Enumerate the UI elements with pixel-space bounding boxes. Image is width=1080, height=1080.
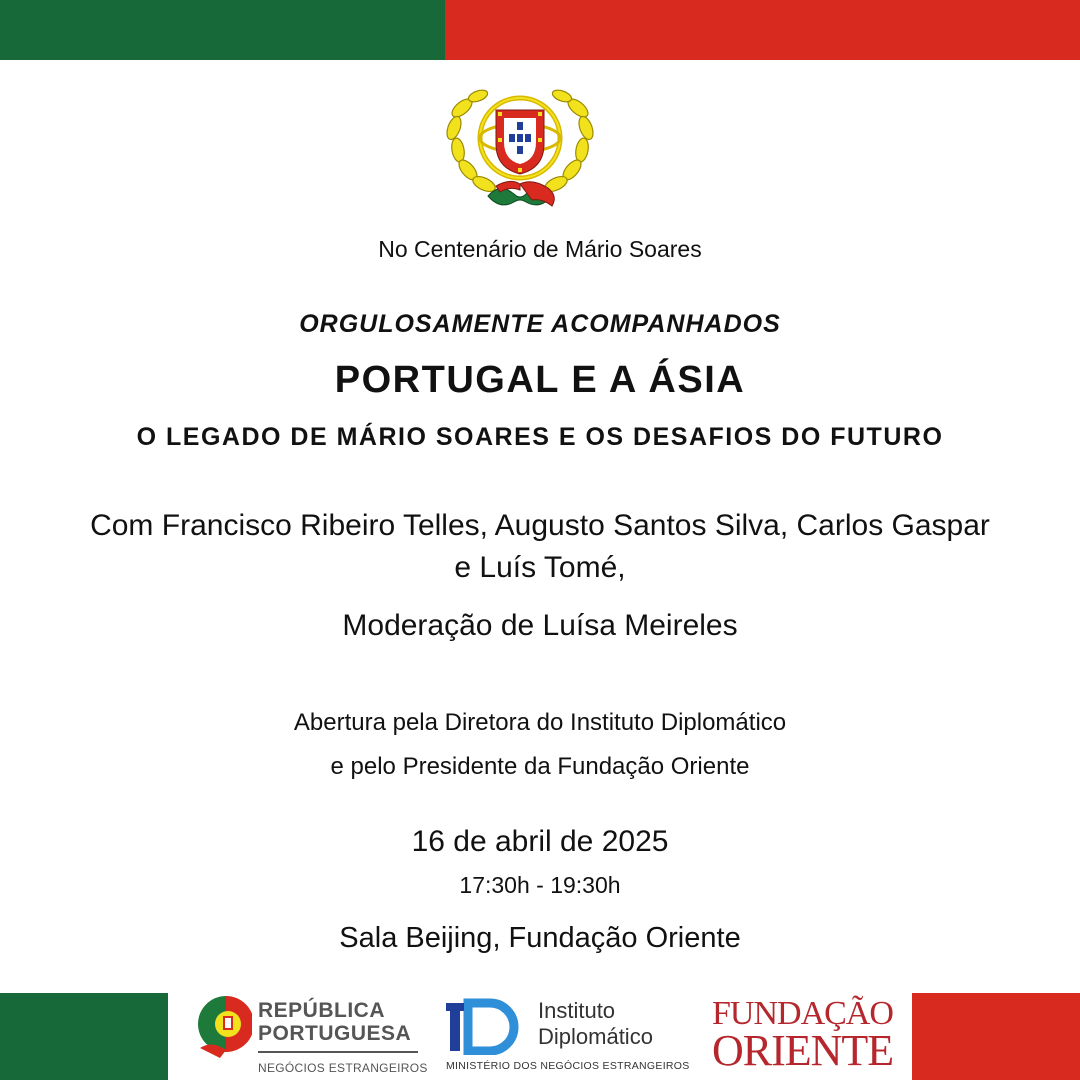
opening-line-2: e pelo Presidente da Fundação Oriente (330, 753, 750, 780)
republica-divider (258, 1051, 418, 1053)
event-kicker: ORGULOSAMENTE ACOMPANHADOS (299, 310, 781, 338)
opening-block (0, 701, 1080, 789)
top-red-band (445, 0, 1080, 60)
bottom-red-band (912, 993, 1080, 1080)
republica-line-2: PORTUGUESA (258, 1022, 412, 1045)
occasion-line: No Centenário de Mário Soares (378, 236, 702, 262)
instituto-line-1: Instituto (538, 998, 616, 1023)
event-time: 17:30h - 19:30h (459, 872, 621, 898)
republica-line-1: REPÚBLICA (258, 999, 386, 1022)
top-green-band (0, 0, 445, 60)
event-subtitle: O LEGADO DE MÁRIO SOARES E OS DESAFIOS DO FUTURO (136, 423, 944, 451)
republica-line-3: NEGÓCIOS ESTRANGEIROS (258, 1061, 428, 1075)
speakers-line: Com Francisco Ribeiro Telles, Augusto Santos Silva, Carlos Gaspar e Luís Tomé, (90, 509, 990, 584)
fundacao-line-1: FUNDAÇÃO (712, 995, 893, 1032)
coat-of-arms-portugal-icon (440, 78, 600, 218)
republica-portuguesa-logo (196, 992, 428, 1080)
instituto-diplomatico-logo (446, 995, 696, 1080)
instituto-line-3: MINISTÉRIO DOS NEGÓCIOS ESTRANGEIROS (446, 1060, 690, 1072)
event-date: 16 de abril de 2025 (411, 825, 669, 858)
id-monogram-icon (446, 997, 528, 1055)
fundacao-line-2: ORIENTE (712, 1026, 894, 1075)
fundacao-oriente-logo (712, 995, 892, 1075)
event-venue: Sala Beijing, Fundação Oriente (339, 922, 741, 954)
opening-line-1: Abertura pela Diretora do Instituto Diplomático (293, 709, 787, 736)
bottom-green-band (0, 993, 168, 1080)
instituto-line-2: Diplomático (538, 1024, 653, 1049)
event-title: PORTUGAL E A ÁSIA (334, 359, 746, 401)
republica-emblem-icon (196, 992, 252, 1062)
moderation-line: Moderação de Luísa Meireles (342, 609, 738, 642)
